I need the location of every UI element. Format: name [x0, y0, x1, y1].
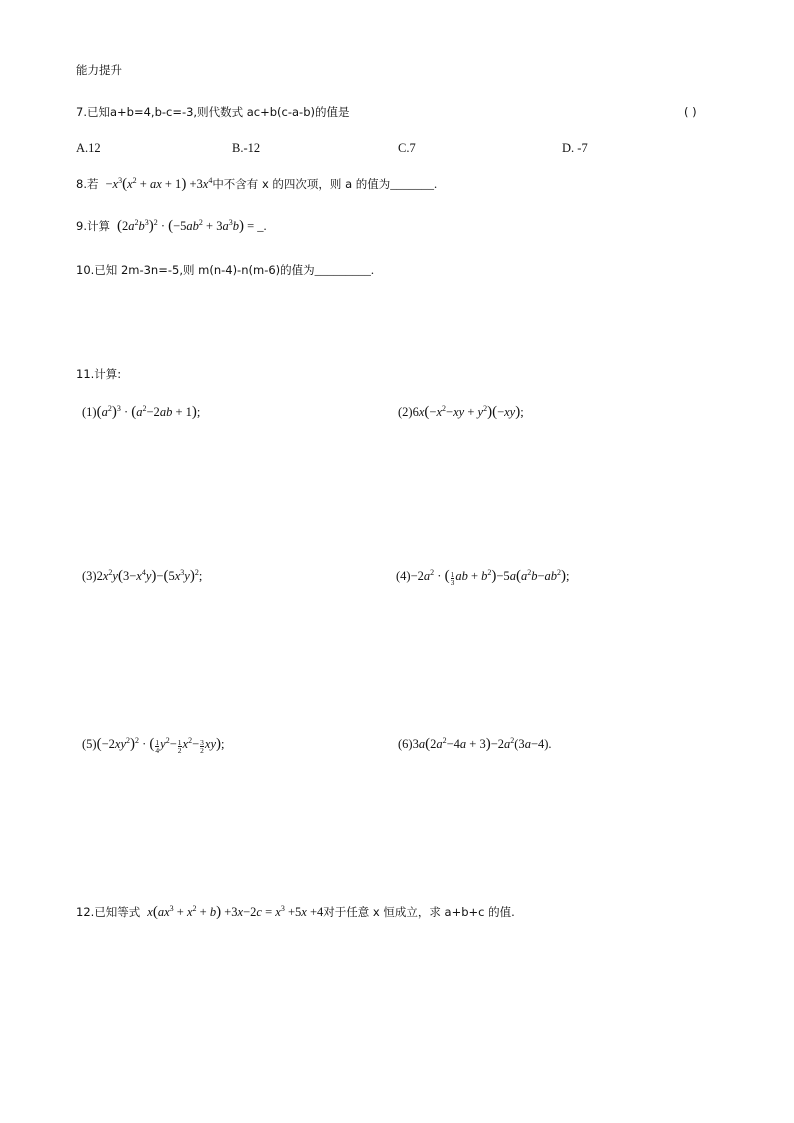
q10-blank: _________.	[314, 263, 375, 277]
q12-number: 12.已知等式	[76, 905, 141, 919]
q10-text: 10.已知 2m-3n=-5,则 m(n-4)-n(m-6)的值为	[76, 263, 315, 277]
q11-label-4: (4)	[396, 569, 411, 583]
q9-tail: = _.	[247, 219, 267, 233]
q8-number: 8.若	[76, 177, 99, 191]
q11-label-1: (1)	[82, 405, 97, 419]
q9-expression: $(2a^2b^3)^2 \cdot (-5ab^2 + 3a^3b)$	[116, 218, 244, 234]
q11-part-6: $(6)3a(2a^2-4a + 3)-2a^2(3a-4)$.	[398, 736, 552, 752]
q8-line	[76, 176, 437, 192]
q8-expression: $-x^3(x^2$ + ax + $1) +3x^4$	[102, 176, 213, 192]
q11-label-3: (3)	[82, 569, 97, 583]
q8-tail: 中不含有 x 的四次项，则 a 的值为	[212, 177, 391, 191]
q10-line	[76, 262, 374, 278]
q11-part-5: $(5)(-2xy^2)^2$ · ( $\frac{1}{4}$ $y^2-$ $\frac{1}{2}$ $x^2-$ $\frac{3}{2}$ xy);	[82, 736, 225, 755]
q11-part-1: $(1)(a^2)^3 \cdot (a^2-2ab + 1)$;	[82, 404, 201, 420]
q12-tail: 对于任意 x 恒成立，求 a+b+c 的值.	[323, 905, 515, 919]
q7-option-d: D. -7	[562, 141, 588, 155]
q9-number: 9.计算	[76, 219, 110, 233]
q7-stem: 7.已知a+b=4,b-c=-3,则代数式 ac+b(c-a-b)的值是	[76, 105, 350, 119]
q11-label-6: (6)	[398, 737, 413, 751]
q8-blank: _______.	[390, 177, 438, 191]
q11-part-3: $(3)2x^2y(3-x^4y)-(5x^3y)^2$;	[82, 568, 203, 584]
q9-line	[76, 218, 267, 234]
q7-answer-bracket: ( )	[684, 105, 697, 119]
q12-equation: $x(ax^3 + x^2 + b) +3x-2c = x^3 +5x +4$	[147, 904, 324, 920]
q11-part-4: $(4)-2a^2$ · ( $\frac{1}{3}$ ab + $b^2)-5a(a^2b-ab^2)$;	[396, 568, 570, 587]
q12-line	[76, 904, 515, 920]
q7-option-b: B.-12	[232, 141, 261, 155]
q11-part-2: $(2)6x(-x^2-xy + y^2)(-xy)$;	[398, 404, 524, 420]
section-title: 能力提升	[76, 63, 122, 77]
q7-option-c: C.7	[398, 141, 416, 155]
q11-label-2: (2)	[398, 405, 413, 419]
q7-option-a: A.12	[76, 141, 101, 155]
q11-title: 11.计算:	[76, 367, 122, 381]
q11-label-5: (5)	[82, 737, 97, 751]
